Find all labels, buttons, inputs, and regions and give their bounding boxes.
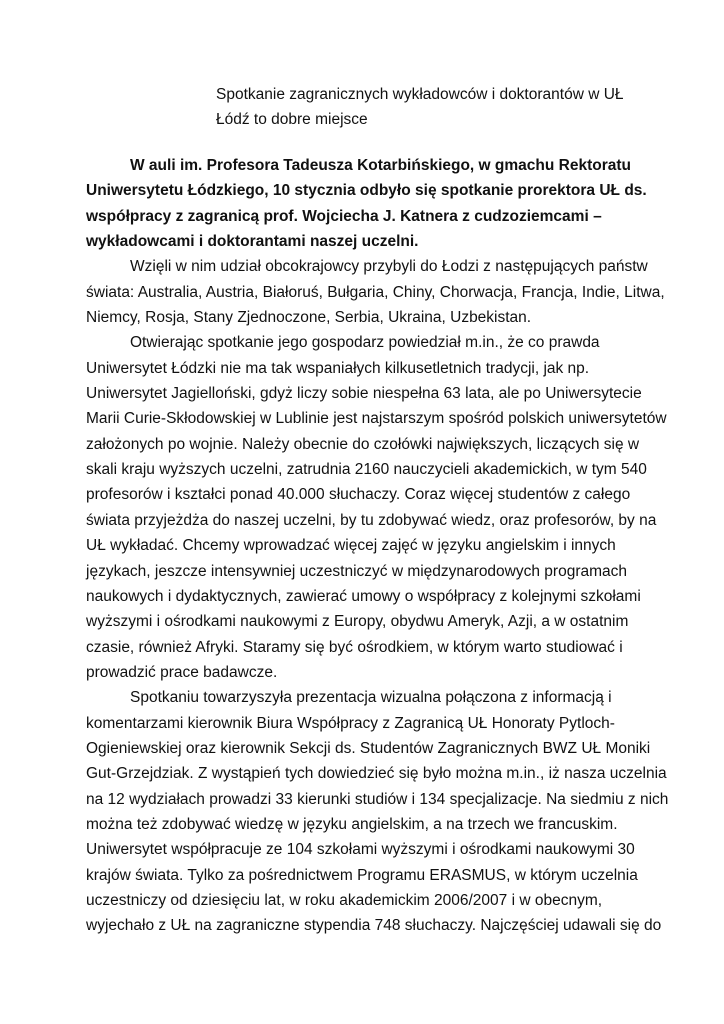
- text-line: językach, jeszcze intensywniej uczestniczyć w międzynarodowych programach: [86, 562, 628, 580]
- document-title: Spotkanie zagranicznych wykładowców i doktorantów w UŁ: [216, 86, 624, 103]
- text-line: prowadzić prace badawcze.: [86, 663, 278, 681]
- text-line: wyższymi i ośrodkami naukowymi z Europy, obydwu Ameryk, Azji, a w ostatnim: [86, 613, 629, 631]
- text-line: wyjechało z UŁ na zagraniczne stypendia 748 słuchaczy. Najczęściej udawali się do: [86, 917, 662, 935]
- text-line: UŁ wykładać. Chcemy wprowadzać więcej zajęć w języku angielskim i innych: [86, 537, 616, 555]
- text-line: Uniwersytetu Łódzkiego, 10 stycznia odbyło się spotkanie prorektora UŁ ds.: [86, 182, 647, 200]
- text-line: Spotkaniu towarzyszyła prezentacja wizualna połączona z informacją i: [130, 689, 612, 707]
- text-line: współpracy z zagranicą prof. Wojciecha J. Katnera z cudzoziemcami –: [86, 207, 602, 225]
- text-line: W auli im. Profesora Tadeusza Kotarbińskiego, w gmachu Rektoratu: [130, 157, 631, 174]
- text-line: uczestniczy od dziesięciu lat, w roku akademickim 2006/2007 i w obecnym,: [86, 891, 603, 909]
- lead-paragraph: [86, 153, 646, 254]
- text-line: krajów świata. Tylko za pośrednictwem Programu ERASMUS, w którym uczelnia: [86, 866, 638, 884]
- text-line: komentarzami kierownik Biura Współpracy z Zagranicą UŁ Honoraty Pytloch-: [86, 714, 615, 732]
- text-line: Uniwersytet Jagielloński, gdyż liczy sobie niespełna 63 lata, ale po Uniwersytecie: [86, 385, 642, 403]
- text-line: Ogieniewskiej oraz kierownik Sekcji ds. Studentów Zagranicznych BWZ UŁ Moniki: [86, 739, 651, 757]
- text-line: na 12 wydziałach prowadzi 33 kierunki studiów i 134 specjalizacje. Na siedmiu z nich: [86, 790, 669, 808]
- text-line: Otwierając spotkanie jego gospodarz powiedział m.in., że co prawda: [130, 334, 600, 352]
- article-body: [86, 153, 669, 939]
- text-line: można też zdobywać wiedzę w języku angielskim, a na trzech we francuskim.: [86, 815, 618, 833]
- text-line: profesorów i kształci ponad 40.000 słuchaczy. Coraz więcej studentów z całego: [86, 486, 631, 504]
- text-line: Uniwersytet Łódzki nie ma tak wspaniałych kilkusetletnich tradycji, jak np.: [86, 359, 590, 377]
- text-line: naukowych i dydaktycznych, zawierać umowy o współpracy z kolejnymi szkołami: [86, 587, 641, 605]
- text-line: Niemcy, Rosja, Stany Zjednoczone, Serbia, Ukraina, Uzbekistan.: [86, 309, 532, 327]
- text-line: Marii Curie-Skłodowskiej w Lublinie jest najstarszym spośród polskich uniwersytetów: [86, 410, 667, 428]
- text-line: Gut-Grzejdziak. Z wystąpień tych dowiedzieć się było można m.in., iż nasza uczelnia: [86, 765, 667, 783]
- paragraph-participants: [86, 254, 665, 330]
- text-line: skali kraju wyższych uczelni, zatrudnia 2160 nauczycieli akademickich, w tym 540: [86, 461, 647, 479]
- text-line: Wzięli w nim udział obcokrajowcy przybyli do Łodzi z następujących państw: [130, 258, 648, 276]
- document-subtitle: Łódź to dobre miejsce: [216, 111, 368, 128]
- text-line: Uniwersytet współpracuje ze 104 szkołami wyższymi i ośrodkami naukowymi 30: [86, 841, 635, 859]
- text-line: czasie, również Afryki. Staramy się być ośrodkiem, w którym warto studiować i: [86, 638, 623, 656]
- paragraph-presentation: [86, 685, 669, 938]
- text-line: świata przyjeżdża do naszej uczelni, by tu zdobywać wiedz, oraz profesorów, by na: [86, 511, 657, 529]
- text-line: świata: Australia, Austria, Białoruś, Bułgaria, Chiny, Chorwacja, Francja, Indie, Litwa,: [86, 283, 665, 301]
- text-line: wykładowcami i doktorantami naszej uczelni.: [86, 233, 419, 251]
- text-line: założonych po wojnie. Należy obecnie do czołówki największych, liczących się w: [86, 435, 640, 453]
- paragraph-opening-speech: [86, 330, 667, 685]
